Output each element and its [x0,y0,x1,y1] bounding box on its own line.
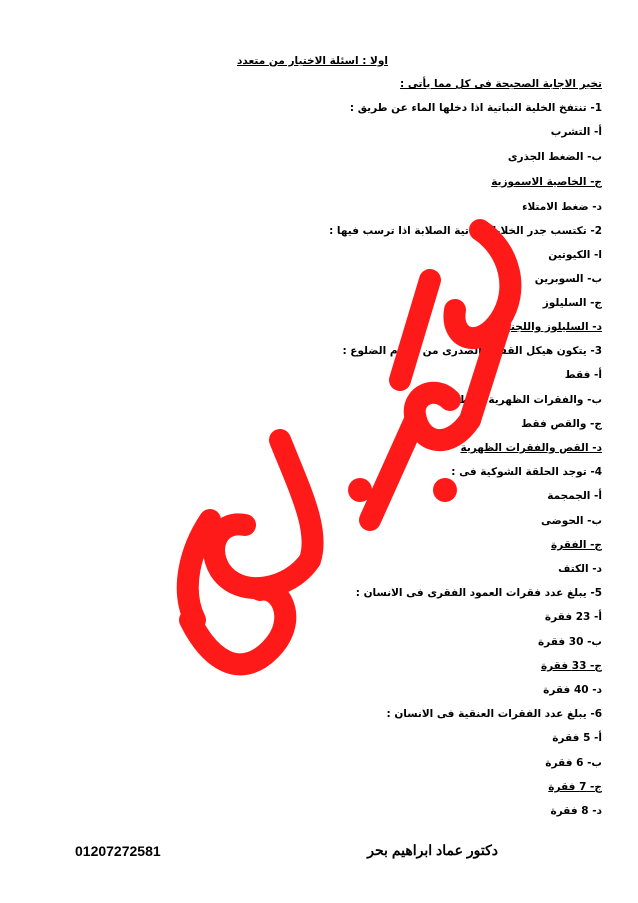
question-2-option-b: ب- السوبرين [534,273,602,285]
question-1: 1- تنتفخ الخلية النباتية اذا دخلها الماء عن طريق : [349,102,602,114]
question-5-option-d: د- 40 فقرة [543,684,602,696]
question-6-option-c: ج- 7 فقرة [548,781,602,793]
question-3-option-d: د- القص والفقرات الظهرية [460,442,602,454]
question-2-option-c: ج- السليلوز [542,297,602,309]
watermark-dot [348,478,372,502]
watermark-stroke [214,524,310,588]
watermark-stroke [370,420,415,520]
question-4-option-d: د- الكتف [558,563,602,575]
question-6-option-a: أ- 5 فقرة [552,732,602,744]
watermark-stroke [400,280,430,380]
section-title: اولا : اسئلة الاختيار من متعدد [237,55,388,67]
question-6: 6- يبلغ عدد الفقرات العنقية فى الانسان : [386,708,602,720]
question-5-option-a: أ- 23 فقرة [544,611,602,623]
question-4-option-b: ب- الحوضى [540,515,602,527]
question-1-option-c: ج- الخاصية الاسموزية [491,176,602,188]
question-3-option-a: أ- فقط [564,369,602,381]
question-2: 2- تكتسب جدر الخلايا النباتية الصلابة اذا ترسب فيها : [329,225,602,237]
watermark-dot [433,478,457,502]
question-1-option-a: أ- التشرب [550,126,602,138]
question-2-option-a: ا- الكيوتين [548,249,602,261]
watermark-stroke [190,590,285,665]
watermark-stroke [280,440,313,560]
question-6-option-b: ب- 6 فقرة [545,757,602,769]
question-4-option-a: أ- الجمجمة [547,490,602,502]
question-3-option-b: ب- والفقرات الظهرية فقط [459,394,602,406]
question-2-option-d: د- السليلوز واللجنين [497,321,602,333]
question-5-option-c: ج- 33 فقرة [540,660,602,672]
question-4-option-c: ج- الفقرة [551,539,602,551]
question-5: 5- يبلغ عدد فقرات العمود الفقرى فى الانسان : [355,587,602,599]
question-4: 4- توجد الحلقة الشوكية فى : [451,466,602,478]
author-name: دكتور عماد ابراهيم بحر [367,842,498,858]
question-5-option-b: ب- 30 فقرة [537,636,602,648]
watermark-stroke [188,520,210,620]
instruction-text: تخير الاجابة الصحيحة فى كل مما يأتى : [400,78,602,90]
question-3-option-c: ج- والقص فقط [521,418,602,430]
question-1-option-b: ب- الضغط الجذرى [507,151,602,163]
phone-number: 01207272581 [75,843,161,859]
question-3: 3- يتكون هيكل القفص الصدرى من عظام الضلوع : [342,345,602,357]
question-1-option-d: د- ضغط الامتلاء [522,201,602,213]
question-6-option-d: د- 8 فقرة [550,805,602,817]
